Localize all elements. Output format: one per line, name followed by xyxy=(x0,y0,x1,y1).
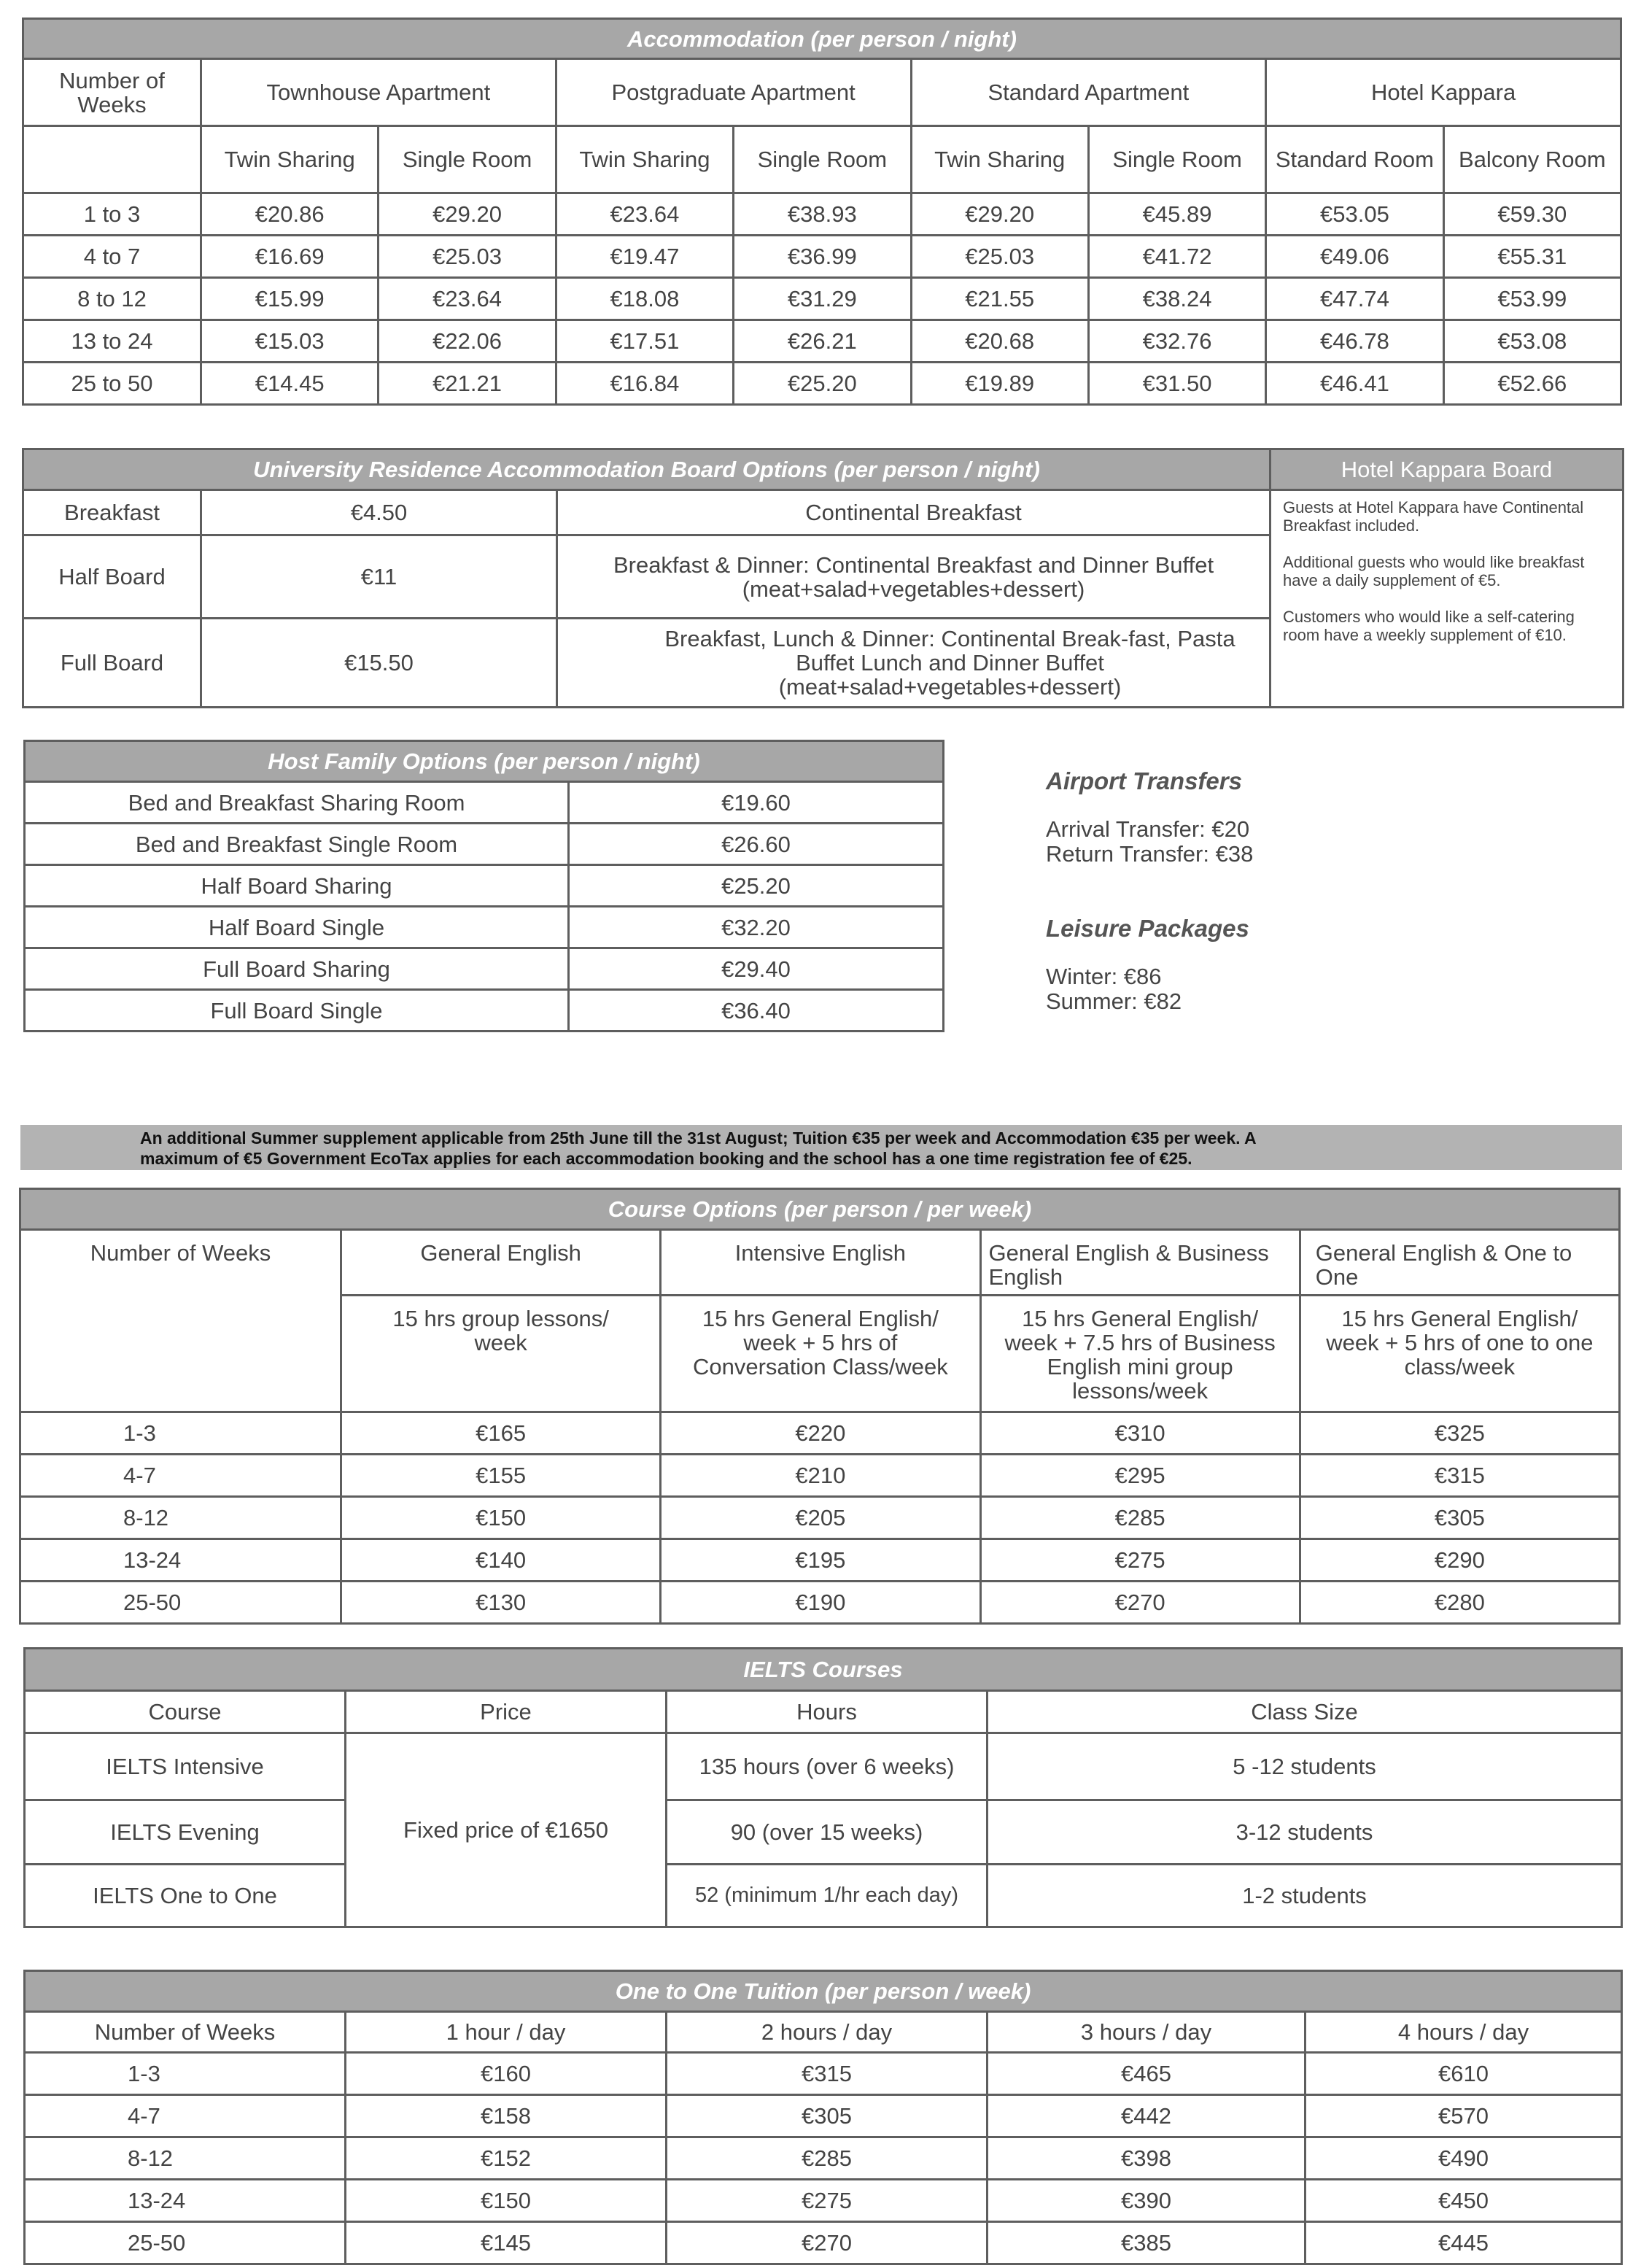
course-description: 15 hrs General English/ week + 5 hrs of one to one class/week xyxy=(1300,1296,1619,1412)
price-cell: €390 xyxy=(988,2180,1306,2222)
price-cell: €285 xyxy=(667,2137,988,2180)
price-cell: €25.03 xyxy=(911,236,1088,278)
accommodation-rows xyxy=(23,193,1621,405)
ielts-hours: 90 (over 15 weeks) xyxy=(667,1800,988,1865)
price-cell: €220 xyxy=(661,1412,980,1455)
board-name: Full Board xyxy=(23,619,201,708)
price-cell: €315 xyxy=(1300,1455,1619,1497)
weeks-cell: 8-12 xyxy=(25,2137,346,2180)
room-type-header: Standard Room xyxy=(1266,126,1443,193)
price-cell: €315 xyxy=(667,2053,988,2095)
price-cell: €31.29 xyxy=(734,278,911,320)
one-to-one-column-header: 3 hours / day xyxy=(988,2012,1306,2053)
price-cell: €280 xyxy=(1300,1582,1619,1624)
table-row xyxy=(25,2180,1622,2222)
price-cell: €195 xyxy=(661,1539,980,1582)
accommodation-table xyxy=(22,18,1622,406)
host-option-name: Half Board Single xyxy=(25,907,569,948)
ielts-class-size: 3-12 students xyxy=(988,1800,1622,1865)
ielts-hours: 135 hours (over 6 weeks) xyxy=(667,1733,988,1800)
weeks-cell: 1-3 xyxy=(20,1412,341,1455)
host-option-name: Full Board Sharing xyxy=(25,948,569,990)
price-cell: €465 xyxy=(988,2053,1306,2095)
price-cell: €442 xyxy=(988,2095,1306,2137)
course-description: 15 hrs group lessons/ week xyxy=(341,1296,661,1412)
host-option-price: €26.60 xyxy=(569,824,944,865)
table-row xyxy=(25,2222,1622,2264)
table-row xyxy=(25,2053,1622,2095)
ielts-price: Fixed price of €1650 xyxy=(346,1733,667,1927)
arrival-transfer: Arrival Transfer: €20 xyxy=(1046,816,1250,842)
ielts-hours: 52 (minimum 1/hr each day) xyxy=(667,1865,988,1927)
course-name: Intensive English xyxy=(661,1230,980,1296)
ielts-course: IELTS One to One xyxy=(25,1865,346,1927)
hotel-board-title: Hotel Kappara Board xyxy=(1270,449,1623,490)
accommodation-title: Accommodation (per person / night) xyxy=(23,19,1621,59)
winter-package: Winter: €86 xyxy=(1046,964,1162,989)
price-cell: €19.47 xyxy=(556,236,733,278)
price-cell: €295 xyxy=(980,1455,1300,1497)
price-cell: €570 xyxy=(1306,2095,1622,2137)
return-transfer: Return Transfer: €38 xyxy=(1046,841,1254,867)
price-cell: €29.20 xyxy=(911,193,1088,236)
price-cell: €15.99 xyxy=(201,278,379,320)
price-cell: €270 xyxy=(980,1582,1300,1624)
hotel-board-notes xyxy=(1270,490,1623,708)
price-cell: €14.45 xyxy=(201,363,379,405)
group-header: Hotel Kappara xyxy=(1266,59,1621,126)
weeks-cell: 1-3 xyxy=(25,2053,346,2095)
weeks-header: Number of Weeks xyxy=(23,59,201,126)
board-name: Breakfast xyxy=(23,490,201,535)
course-description: 15 hrs General English/ week + 7.5 hrs of Business English mini group lessons/week xyxy=(980,1296,1300,1412)
price-cell: €26.21 xyxy=(734,320,911,363)
price-cell: €610 xyxy=(1306,2053,1622,2095)
ielts-column-header: Price xyxy=(346,1691,667,1733)
board-options-table xyxy=(22,448,1624,708)
weeks-cell: 8 to 12 xyxy=(23,278,201,320)
price-cell: €59.30 xyxy=(1443,193,1621,236)
room-type-header: Balcony Room xyxy=(1443,126,1621,193)
group-header: Standard Apartment xyxy=(911,59,1266,126)
board-name: Half Board xyxy=(23,535,201,619)
ielts-class-size: 1-2 students xyxy=(988,1865,1622,1927)
table-row xyxy=(25,948,944,990)
price-cell: €19.89 xyxy=(911,363,1088,405)
one-to-one-column-header: 2 hours / day xyxy=(667,2012,988,2053)
board-title: University Residence Accommodation Board Options (per person / night) xyxy=(23,449,1270,490)
table-row xyxy=(25,2095,1622,2137)
table-row xyxy=(20,1539,1620,1582)
table-row xyxy=(20,1455,1620,1497)
table-row xyxy=(25,1800,1622,1865)
table-row xyxy=(20,1497,1620,1539)
price-cell: €23.64 xyxy=(556,193,733,236)
weeks-cell: 1 to 3 xyxy=(23,193,201,236)
price-cell: €38.24 xyxy=(1088,278,1265,320)
price-cell: €53.05 xyxy=(1266,193,1443,236)
price-cell: €20.68 xyxy=(911,320,1088,363)
price-cell: €160 xyxy=(346,2053,667,2095)
room-type-header: Single Room xyxy=(379,126,556,193)
price-cell: €21.55 xyxy=(911,278,1088,320)
price-cell: €16.84 xyxy=(556,363,733,405)
price-cell: €55.31 xyxy=(1443,236,1621,278)
host-option-price: €36.40 xyxy=(569,990,944,1032)
price-cell: €150 xyxy=(341,1497,661,1539)
price-cell: €32.76 xyxy=(1088,320,1265,363)
host-option-name: Bed and Breakfast Single Room xyxy=(25,824,569,865)
summer-supplement-notice xyxy=(20,1125,1622,1170)
one-to-one-column-header: Number of Weeks xyxy=(25,2012,346,2053)
board-desc: Breakfast & Dinner: Continental Breakfast and Dinner Buffet (meat+salad+vegetables+dessert) xyxy=(557,535,1270,619)
price-cell: €38.93 xyxy=(734,193,911,236)
price-cell: €20.86 xyxy=(201,193,379,236)
weeks-cell: 13-24 xyxy=(25,2180,346,2222)
table-row xyxy=(25,824,944,865)
price-cell: €290 xyxy=(1300,1539,1619,1582)
hotel-note: Additional guests who would like breakfast have a daily supplement of €5. xyxy=(1283,553,1585,589)
summer-package: Summer: €82 xyxy=(1046,988,1182,1014)
board-desc: Continental Breakfast xyxy=(557,490,1270,535)
weeks-cell: 25-50 xyxy=(25,2222,346,2264)
host-option-price: €29.40 xyxy=(569,948,944,990)
price-cell: €275 xyxy=(667,2180,988,2222)
price-cell: €46.78 xyxy=(1266,320,1443,363)
weeks-cell: 4-7 xyxy=(25,2095,346,2137)
table-row xyxy=(23,278,1621,320)
ielts-table xyxy=(23,1647,1623,1928)
table-row xyxy=(25,990,944,1032)
course-description: 15 hrs General English/ week + 5 hrs of Conversation Class/week xyxy=(661,1296,980,1412)
price-cell: €47.74 xyxy=(1266,278,1443,320)
price-cell: €18.08 xyxy=(556,278,733,320)
price-cell: €130 xyxy=(341,1582,661,1624)
price-cell: €53.08 xyxy=(1443,320,1621,363)
one-to-one-column-header: 1 hour / day xyxy=(346,2012,667,2053)
room-type-header: Single Room xyxy=(1088,126,1265,193)
price-cell: €23.64 xyxy=(379,278,556,320)
host-option-price: €25.20 xyxy=(569,865,944,907)
price-cell: €25.03 xyxy=(379,236,556,278)
price-cell: €270 xyxy=(667,2222,988,2264)
board-price: €11 xyxy=(201,535,557,619)
course-name: General English & One to One xyxy=(1300,1230,1619,1296)
price-cell: €385 xyxy=(988,2222,1306,2264)
host-option-price: €32.20 xyxy=(569,907,944,948)
course-name: General English & Business English xyxy=(980,1230,1300,1296)
price-cell: €445 xyxy=(1306,2222,1622,2264)
price-cell: €31.50 xyxy=(1088,363,1265,405)
table-row xyxy=(25,907,944,948)
price-cell: €490 xyxy=(1306,2137,1622,2180)
course-name: General English xyxy=(341,1230,661,1296)
price-cell: €310 xyxy=(980,1412,1300,1455)
price-cell: €52.66 xyxy=(1443,363,1621,405)
room-type-header: Twin Sharing xyxy=(911,126,1088,193)
hotel-note: Guests at Hotel Kappara have Continental Breakfast included. xyxy=(1283,498,1584,535)
table-row xyxy=(23,193,1621,236)
leisure-packages xyxy=(1046,915,1249,1014)
price-cell: €205 xyxy=(661,1497,980,1539)
price-cell: €158 xyxy=(346,2095,667,2137)
empty-cell xyxy=(23,126,201,193)
room-type-header: Single Room xyxy=(734,126,911,193)
price-cell: €190 xyxy=(661,1582,980,1624)
board-price: €15.50 xyxy=(201,619,557,708)
weeks-cell: 25-50 xyxy=(20,1582,341,1624)
weeks-cell: 13 to 24 xyxy=(23,320,201,363)
price-cell: €210 xyxy=(661,1455,980,1497)
price-cell: €165 xyxy=(341,1412,661,1455)
table-row xyxy=(23,363,1621,405)
room-type-header: Twin Sharing xyxy=(201,126,379,193)
price-cell: €29.20 xyxy=(379,193,556,236)
host-option-price: €19.60 xyxy=(569,782,944,824)
one-to-one-table xyxy=(23,1970,1623,2265)
room-type-header: Twin Sharing xyxy=(556,126,733,193)
price-cell: €450 xyxy=(1306,2180,1622,2222)
weeks-cell: 4 to 7 xyxy=(23,236,201,278)
price-cell: €305 xyxy=(667,2095,988,2137)
price-cell: €140 xyxy=(341,1539,661,1582)
weeks-cell: 25 to 50 xyxy=(23,363,201,405)
table-row xyxy=(25,2137,1622,2180)
ielts-column-header: Class Size xyxy=(988,1691,1622,1733)
group-header: Postgraduate Apartment xyxy=(556,59,911,126)
board-desc: Breakfast, Lunch & Dinner: Continental Break-fast, Pasta Buffet Lunch and Dinner Buffet (meat+salad+vegetables+dessert) xyxy=(557,619,1270,708)
table-row xyxy=(20,1582,1620,1624)
price-cell: €25.20 xyxy=(734,363,911,405)
price-cell: €275 xyxy=(980,1539,1300,1582)
notice-line: An additional Summer supplement applicable from 25th June till the 31st August; Tuition €35 per week and Accommodation €35 per week. A xyxy=(140,1129,1257,1147)
course-options-table xyxy=(19,1188,1621,1625)
weeks-cell: 4-7 xyxy=(20,1455,341,1497)
hotel-note: Customers who would like a self-catering room have a weekly supplement of €10. xyxy=(1283,608,1575,644)
price-cell: €150 xyxy=(346,2180,667,2222)
price-cell: €45.89 xyxy=(1088,193,1265,236)
price-cell: €285 xyxy=(980,1497,1300,1539)
table-row xyxy=(23,236,1621,278)
leisure-packages-title: Leisure Packages xyxy=(1046,915,1249,942)
price-cell: €41.72 xyxy=(1088,236,1265,278)
price-cell: €53.99 xyxy=(1443,278,1621,320)
course-options-title: Course Options (per person / per week) xyxy=(20,1189,1620,1230)
price-cell: €398 xyxy=(988,2137,1306,2180)
price-cell: €16.69 xyxy=(201,236,379,278)
table-row xyxy=(23,490,1623,535)
price-cell: €15.03 xyxy=(201,320,379,363)
ielts-column-header: Course xyxy=(25,1691,346,1733)
weeks-cell: 13-24 xyxy=(20,1539,341,1582)
host-option-name: Full Board Single xyxy=(25,990,569,1032)
ielts-course: IELTS Intensive xyxy=(25,1733,346,1800)
board-price: €4.50 xyxy=(201,490,557,535)
price-cell: €49.06 xyxy=(1266,236,1443,278)
price-cell: €305 xyxy=(1300,1497,1619,1539)
price-cell: €325 xyxy=(1300,1412,1619,1455)
ielts-column-header: Hours xyxy=(667,1691,988,1733)
ielts-class-size: 5 -12 students xyxy=(988,1733,1622,1800)
price-cell: €36.99 xyxy=(734,236,911,278)
table-row xyxy=(20,1412,1620,1455)
price-cell: €145 xyxy=(346,2222,667,2264)
price-cell: €21.21 xyxy=(379,363,556,405)
airport-transfers xyxy=(1046,767,1253,867)
notice-line: maximum of €5 Government EcoTax applies for each accommodation booking and the school has a one time registration fee of €25. xyxy=(140,1149,1192,1168)
price-cell: €152 xyxy=(346,2137,667,2180)
airport-transfers-title: Airport Transfers xyxy=(1046,767,1242,794)
host-family-title: Host Family Options (per person / night) xyxy=(25,741,944,782)
table-row xyxy=(25,1733,1622,1800)
one-to-one-title: One to One Tuition (per person / week) xyxy=(25,1971,1622,2012)
price-cell: €17.51 xyxy=(556,320,733,363)
weeks-cell: 8-12 xyxy=(20,1497,341,1539)
ielts-course: IELTS Evening xyxy=(25,1800,346,1865)
group-header: Townhouse Apartment xyxy=(201,59,556,126)
price-cell: €22.06 xyxy=(379,320,556,363)
one-to-one-column-header: 4 hours / day xyxy=(1306,2012,1622,2053)
weeks-header: Number of Weeks xyxy=(20,1230,341,1412)
table-row xyxy=(25,782,944,824)
table-row xyxy=(25,865,944,907)
host-option-name: Bed and Breakfast Sharing Room xyxy=(25,782,569,824)
price-cell: €46.41 xyxy=(1266,363,1443,405)
table-row xyxy=(25,1865,1622,1927)
price-cell: €155 xyxy=(341,1455,661,1497)
ielts-title: IELTS Courses xyxy=(25,1649,1622,1691)
table-row xyxy=(23,320,1621,363)
host-family-table xyxy=(23,740,944,1032)
host-option-name: Half Board Sharing xyxy=(25,865,569,907)
